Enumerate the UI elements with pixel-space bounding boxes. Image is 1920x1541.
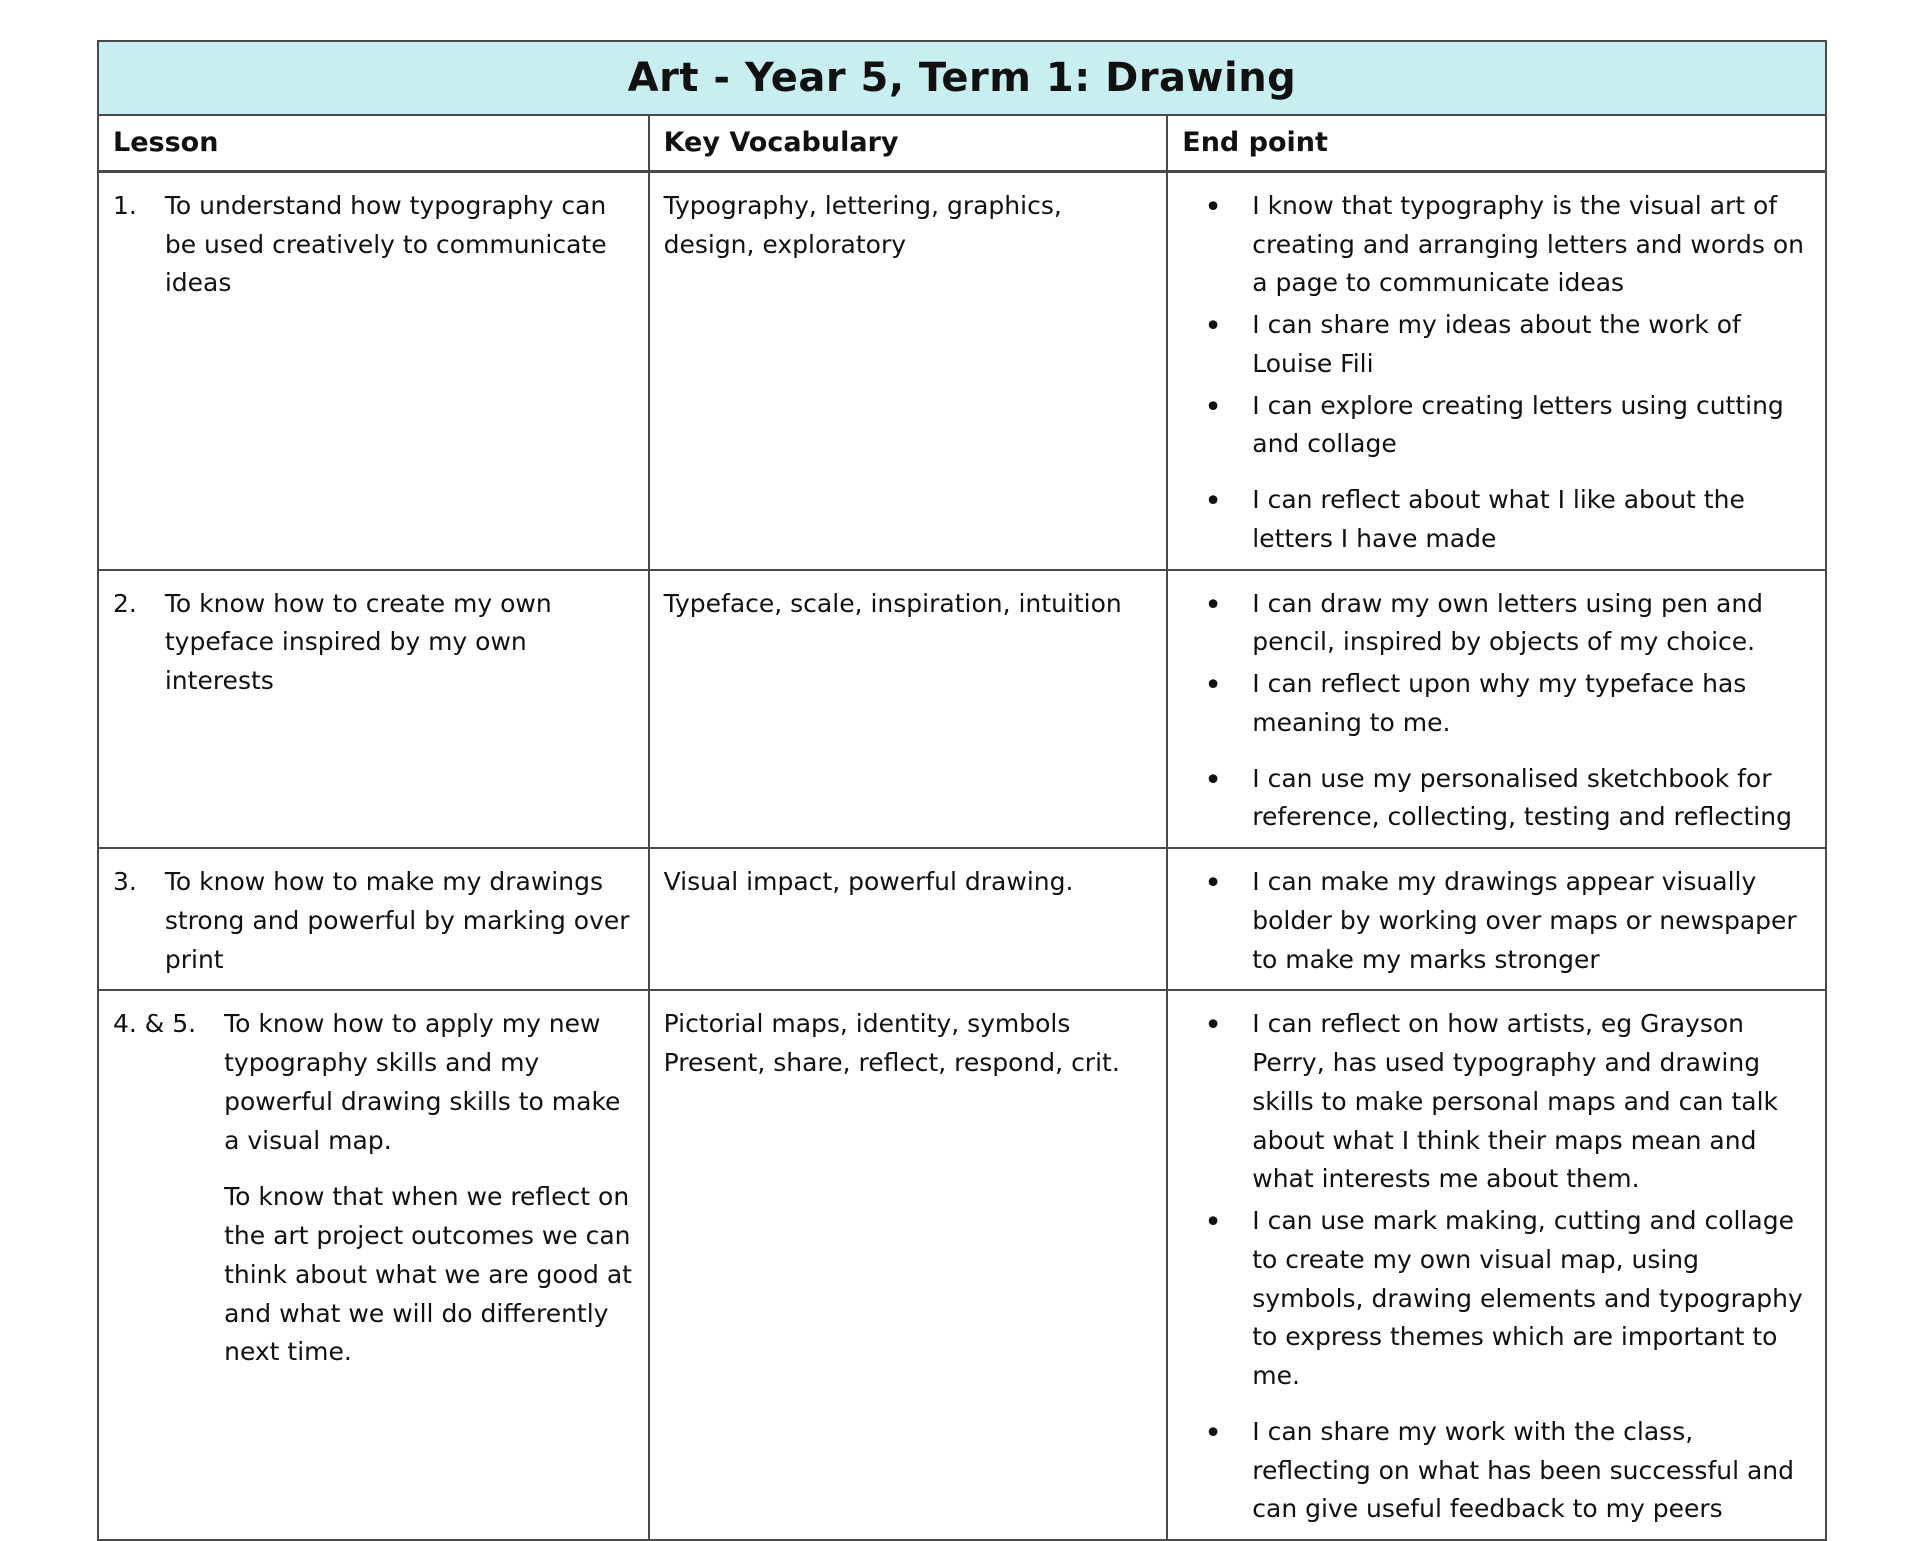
- endpoint-list: [1168, 187, 1813, 559]
- column-header-end-point: [1168, 116, 1825, 173]
- vocabulary-text: Visual impact, powerful drawing.: [663, 867, 1074, 897]
- endpoint-cell-row-1: [1168, 173, 1825, 571]
- lesson-text: [165, 585, 636, 701]
- lesson-paragraph: To know how to apply my new typography skills and my powerful drawing skills to make a visual map.: [224, 1009, 621, 1155]
- lesson-paragraph: To understand how typography can be used creatively to communicate ideas: [164, 190, 607, 298]
- lesson-text: [224, 1005, 636, 1372]
- column-header-label: Lesson: [113, 127, 219, 158]
- endpoint-list: [1168, 585, 1813, 838]
- lesson-paragraph: To know how to make my drawings strong and powerful by marking over print: [164, 867, 630, 974]
- lesson-number: 2.: [113, 588, 137, 618]
- endpoint-item: • I can reflect upon why my typeface has meaning to me.: [1168, 665, 1813, 743]
- vocabulary-text: Typography, lettering, graphics, design, exploratory: [663, 190, 1062, 259]
- endpoint-item: • I can use mark making, cutting and collage to create my own visual map, using symbols, drawing elements and typography to express themes which are important to me.: [1168, 1202, 1813, 1396]
- endpoint-item: • I can share my work with the class, reflecting on what has been successful and can give useful feedback to my peers: [1168, 1413, 1813, 1529]
- endpoint-list: [1168, 863, 1813, 979]
- vocabulary-cell-row-1: [650, 173, 1169, 571]
- endpoint-item: • I can make my drawings appear visually bolder by working over maps or newspaper to make my marks stronger: [1168, 863, 1813, 979]
- lesson-paragraph: To know how to create my own typeface inspired by my own interests: [164, 588, 552, 696]
- lesson-text: [165, 863, 636, 979]
- lesson-cell-row-2: [99, 571, 650, 850]
- endpoint-cell-row-4: [1168, 991, 1825, 1539]
- lesson-number: 3.: [113, 867, 137, 897]
- column-header-label: End point: [1182, 127, 1328, 158]
- vocabulary-cell-row-3: [650, 849, 1169, 991]
- endpoint-cell-row-2: [1168, 571, 1825, 850]
- lesson-paragraph: To know that when we reflect on the art project outcomes we can think about what we are good at and what we will do differently next time.: [224, 1182, 632, 1367]
- endpoint-item: • I can reflect on how artists, eg Grayson Perry, has used typography and drawing skills to make personal maps and can talk about what I think their maps mean and what interests me about them.: [1168, 1005, 1813, 1199]
- column-header-key-vocabulary: [650, 116, 1169, 173]
- lesson-text: [165, 187, 636, 303]
- curriculum-table: [97, 40, 1827, 1541]
- lesson-cell-row-1: [99, 173, 650, 571]
- vocabulary-cell-row-4: [650, 991, 1169, 1539]
- endpoint-item: • I can reflect about what I like about the letters I have made: [1168, 481, 1813, 559]
- endpoint-item: • I know that typography is the visual art of creating and arranging letters and words on a page to communicate ideas: [1168, 187, 1813, 303]
- vocabulary-text: Present, share, reflect, respond, crit.: [663, 1048, 1120, 1078]
- page-title: Art - Year 5, Term 1: Drawing: [627, 55, 1297, 101]
- endpoint-item: • I can explore creating letters using cutting and collage: [1168, 387, 1813, 465]
- endpoint-list: [1168, 1005, 1813, 1529]
- column-header-label: Key Vocabulary: [663, 127, 899, 158]
- endpoint-item: • I can draw my own letters using pen and pencil, inspired by objects of my choice.: [1168, 585, 1813, 663]
- lesson-cell-row-4: [99, 991, 650, 1539]
- lesson-number: 4. & 5.: [113, 1009, 197, 1039]
- endpoint-cell-row-3: [1168, 849, 1825, 991]
- column-header-lesson: [99, 116, 650, 173]
- table-title-bar: [99, 42, 1825, 116]
- endpoint-item: • I can use my personalised sketchbook for reference, collecting, testing and reflecting: [1168, 760, 1813, 838]
- vocabulary-text: Typeface, scale, inspiration, intuition: [663, 588, 1122, 618]
- lesson-cell-row-3: [99, 849, 650, 991]
- table-grid: [99, 116, 1825, 1539]
- vocabulary-cell-row-2: [650, 571, 1169, 850]
- endpoint-item: • I can share my ideas about the work of Louise Fili: [1168, 306, 1813, 384]
- vocabulary-text: Pictorial maps, identity, symbols: [663, 1009, 1071, 1039]
- lesson-number: 1.: [113, 190, 137, 220]
